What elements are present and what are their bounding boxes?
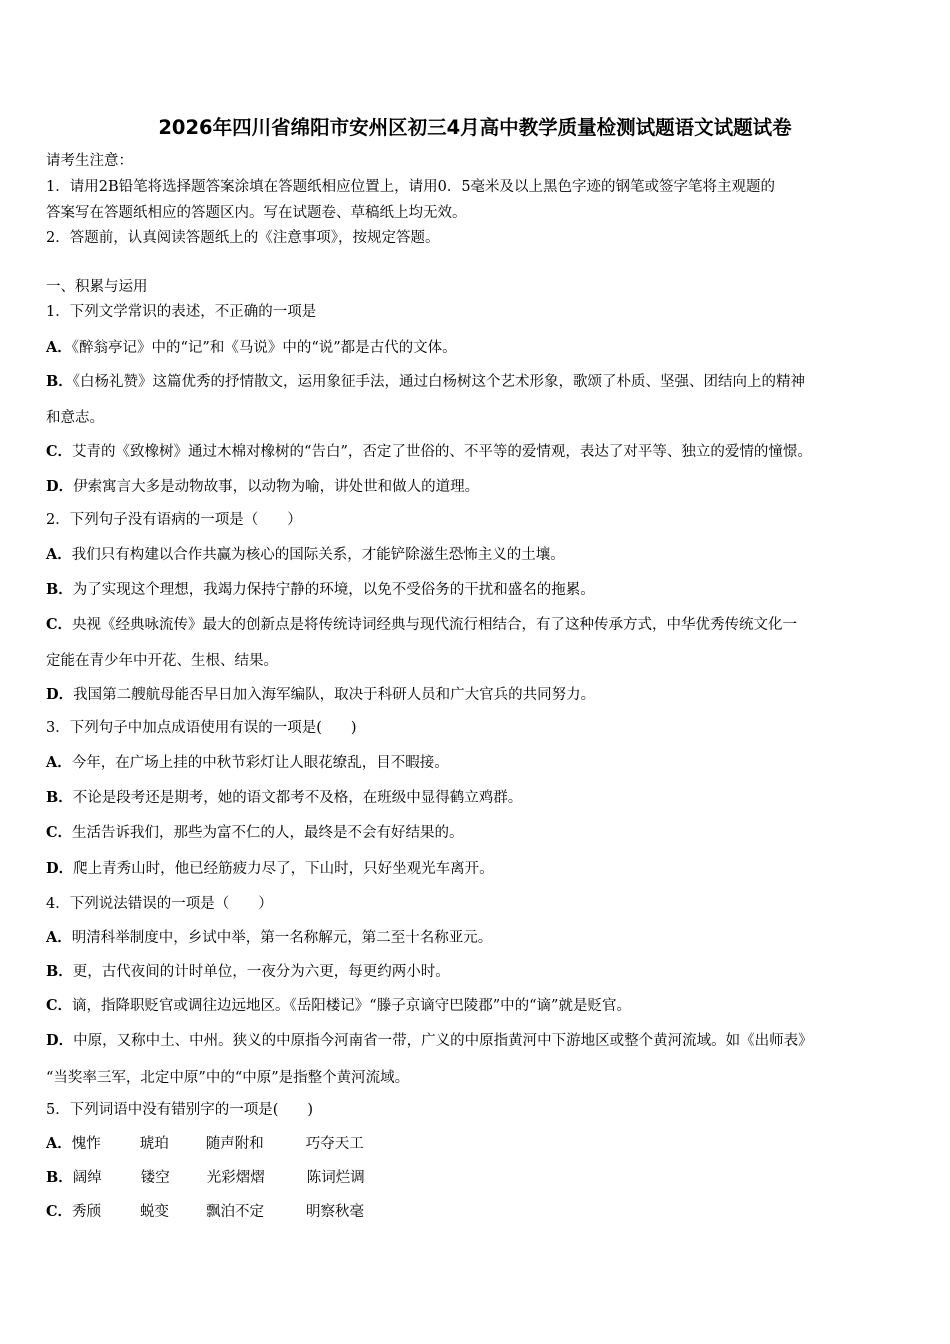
option-word: 光彩熠熠	[206, 1170, 265, 1186]
option-letter: A．	[46, 546, 72, 563]
option-letter: B．	[46, 1169, 73, 1186]
question-stem: 1．下列文学常识的表述，不正确的一项是	[46, 304, 317, 320]
option-word: 蜕变	[140, 1204, 170, 1220]
option-word: 明察秋毫	[306, 1204, 365, 1220]
option-d	[46, 859, 494, 879]
option-letter: D．	[46, 1032, 74, 1049]
option-a	[46, 928, 492, 948]
option-letter: C．	[46, 443, 73, 460]
option-text: 我们只有构建以合作共赢为核心的国际关系，才能铲除滋生恐怖主义的土壤。	[71, 547, 565, 563]
option-text: 今年，在广场上挂的中秋节彩灯让人眼花缭乱，目不暇接。	[71, 755, 449, 771]
option-letter: B．	[46, 789, 73, 806]
option-c	[46, 615, 797, 635]
option-a	[46, 545, 565, 565]
page-title: 2026年四川省绵阳市安州区初三4月高中教学质量检测试题语文试题试卷	[158, 116, 792, 139]
option-d	[46, 685, 595, 705]
option-d	[46, 1031, 813, 1051]
option-text: 《白杨礼赞》这篇优秀的抒情散文，运用象征手法，通过白杨树这个艺术形象，歌颂了朴质、坚强、团结向上的精神	[72, 374, 806, 390]
option-letter: C．	[46, 1203, 73, 1220]
notice-item-1-cont: 答案写在答题纸相应的答题区内。写在试题卷、草稿纸上均无效。	[46, 205, 467, 221]
question-stem: 2．下列句子没有语病的一项是（ ）	[46, 512, 302, 528]
option-letter: D．	[46, 478, 74, 495]
option-b	[46, 372, 805, 392]
question-stem: 5．下列词语中没有错别字的一项是( )	[46, 1102, 314, 1118]
notice-item-1: 1．请用2B铅笔将选择题答案涂填在答题纸相应位置上，请用0．5毫米及以上黑色字迹的钢笔或签字笔将主观题的	[46, 179, 776, 195]
option-word: 陈词烂调	[306, 1170, 365, 1186]
option-letter: A．	[46, 929, 72, 946]
option-word: 巧夺天工	[305, 1136, 364, 1152]
option-letter: B．	[46, 963, 73, 980]
option-text: 谪，指降职贬官或调往边远地区。《岳阳楼记》“滕子京谪守巴陵郡”中的“谪”就是贬官。	[72, 998, 631, 1014]
option-text: 伊索寓言大多是动物故事，以动物为喻，讲处世和做人的道理。	[73, 479, 480, 495]
option-a	[46, 338, 457, 358]
option-d-cont: “当奖率三军，北定中原”中的“中原”是指整个黄河流域。	[46, 1070, 410, 1086]
option-word: 阔绰	[72, 1170, 102, 1186]
option-text: 生活告诉我们，那些为富不仁的人，最终是不会有好结果的。	[72, 825, 464, 841]
section-heading: 一、积累与运用	[46, 279, 148, 295]
option-letter: C．	[46, 616, 73, 633]
option-c	[46, 996, 631, 1016]
option-letter: B．	[46, 373, 73, 390]
option-letter: A．	[46, 339, 72, 356]
option-letter: B．	[46, 581, 73, 598]
option-word: 随声附和	[205, 1136, 264, 1152]
option-text: 艾青的《致橡树》通过木棉对橡树的“告白”，否定了世俗的、不平等的爱情观，表达了对平等、独立的爱情的憧憬。	[72, 444, 812, 460]
option-letter: D．	[46, 860, 74, 877]
option-letter: C．	[46, 997, 73, 1014]
option-text: 央视《经典咏流传》最大的创新点是将传统诗词经典与现代流行相结合，有了这种传承方式，中华优秀传统文化一	[72, 617, 798, 633]
notice-heading: 请考生注意：	[46, 153, 133, 169]
option-b	[46, 1168, 365, 1188]
option-word: 愧怍	[71, 1136, 101, 1152]
option-letter: A．	[46, 1135, 72, 1152]
option-word: 飘泊不定	[206, 1204, 265, 1220]
option-text: 爬上青秀山时，他已经筋疲力尽了，下山时，只好坐观光车离开。	[73, 861, 494, 877]
option-text: 《醉翁亭记》中的“记”和《马说》中的“说”都是古代的文体。	[71, 340, 457, 356]
option-letter: C．	[46, 824, 73, 841]
option-c-cont: 定能在青少年中开花、生根、结果。	[46, 653, 278, 669]
question-stem: 3．下列句子中加点成语使用有误的一项是( )	[46, 720, 357, 736]
option-text: 中原，又称中土、中州。狭义的中原指今河南省一带，广义的中原指黄河中下游地区或整个黄河流域。如《出师表》	[73, 1033, 813, 1049]
option-letter: A．	[46, 754, 72, 771]
option-b	[46, 788, 522, 808]
option-text: 不论是段考还是期考，她的语文都考不及格，在班级中显得鹤立鸡群。	[72, 790, 523, 806]
notice-item-2: 2．答题前，认真阅读答题纸上的《注意事项》，按规定答题。	[46, 230, 440, 246]
option-d	[46, 477, 479, 497]
option-a	[46, 753, 449, 773]
option-word: 秀颀	[72, 1204, 102, 1220]
option-b	[46, 962, 450, 982]
option-letter: D．	[46, 686, 74, 703]
option-b-cont: 和意志。	[46, 410, 104, 426]
option-text: 明清科举制度中，乡试中举，第一名称解元，第二至十名称亚元。	[71, 930, 493, 946]
option-c	[46, 1202, 364, 1222]
option-text: 更，古代夜间的计时单位，一夜分为六更，每更约两小时。	[72, 964, 450, 980]
option-a	[46, 1134, 364, 1154]
option-c	[46, 823, 464, 843]
option-text: 我国第二艘航母能否早日加入海军编队，取决于科研人员和广大官兵的共同努力。	[73, 687, 596, 703]
question-stem: 4．下列说法错误的一项是（ ）	[46, 896, 273, 912]
option-word: 琥珀	[139, 1136, 169, 1152]
option-text: 为了实现这个理想，我竭力保持宁静的环境，以免不受俗务的干扰和盛名的拖累。	[72, 582, 595, 598]
option-b	[46, 580, 595, 600]
option-c	[46, 442, 812, 462]
option-word: 镂空	[140, 1170, 170, 1186]
